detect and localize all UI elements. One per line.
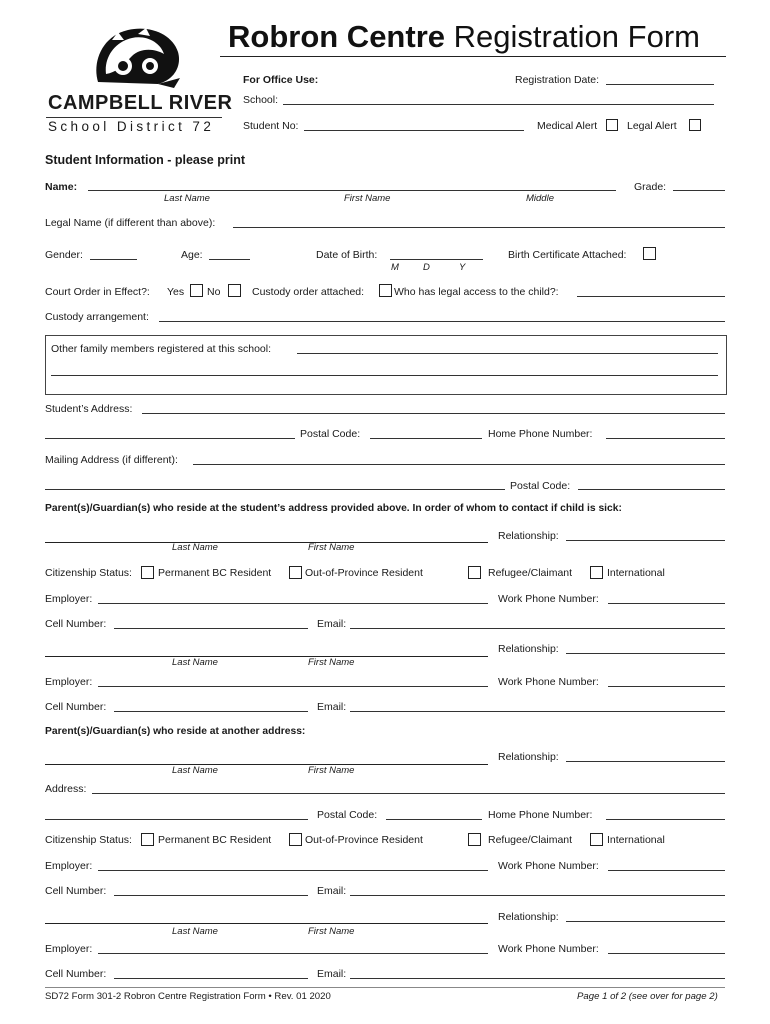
g3-address-line2[interactable] <box>45 819 308 820</box>
g3-relationship-label: Relationship: <box>498 751 559 763</box>
g1-work-phone-line[interactable] <box>608 603 725 604</box>
other-family-label: Other family members registered at this school: <box>51 343 271 355</box>
g2-last-caption: Last Name <box>172 657 218 668</box>
g1-outprov-label: Out-of-Province Resident <box>305 567 423 579</box>
court-no-label: No <box>207 286 221 298</box>
g3-international-checkbox[interactable] <box>590 833 603 846</box>
custody-arrangement-line[interactable] <box>159 321 725 322</box>
footer-page: Page 1 of 2 (see over for page 2) <box>577 991 718 1002</box>
g3-email-label: Email: <box>317 885 347 897</box>
guardians-section2-title: Parent(s)/Guardian(s) who reside at another address: <box>45 726 306 737</box>
g1-refugee-label: Refugee/Claimant <box>488 567 573 579</box>
g3-employer-line[interactable] <box>98 870 488 871</box>
name-line[interactable] <box>88 190 616 191</box>
g3-home-phone-label: Home Phone Number: <box>488 809 593 821</box>
g4-work-phone-label: Work Phone Number: <box>498 943 599 955</box>
g1-work-phone-label: Work Phone Number: <box>498 593 599 605</box>
dob-d-caption: D <box>423 262 430 273</box>
mailing-line2[interactable] <box>45 489 505 490</box>
g1-outprov-checkbox[interactable] <box>289 566 302 579</box>
g3-address-label: Address: <box>45 783 87 795</box>
g2-email-line[interactable] <box>350 711 725 712</box>
gender-label: Gender: <box>45 249 83 261</box>
g2-first-caption: First Name <box>308 657 355 668</box>
g2-employer-line[interactable] <box>98 686 488 687</box>
footer-form-id: SD72 Form 301-2 Robron Centre Registration Form • Rev. 01 2020 <box>45 991 331 1002</box>
g1-employer-label: Employer: <box>45 593 93 605</box>
g4-relationship-label: Relationship: <box>498 911 559 923</box>
medical-alert-checkbox[interactable] <box>606 119 618 131</box>
mailing-line[interactable] <box>193 464 725 465</box>
g1-international-checkbox[interactable] <box>590 566 603 579</box>
g4-last-caption: Last Name <box>172 926 218 937</box>
g3-refugee-checkbox[interactable] <box>468 833 481 846</box>
gender-line[interactable] <box>90 259 137 260</box>
mailing-label: Mailing Address (if different): <box>45 454 178 466</box>
court-order-label: Court Order in Effect?: <box>45 286 150 298</box>
registration-date-label: Registration Date: <box>515 74 600 86</box>
mailing-postal-line[interactable] <box>578 489 725 490</box>
g2-name-line[interactable] <box>45 656 488 657</box>
g3-cell-label: Cell Number: <box>45 885 107 897</box>
registration-date-line[interactable] <box>606 84 714 85</box>
g1-name-line[interactable] <box>45 542 488 543</box>
guardians-section1-title: Parent(s)/Guardian(s) who reside at the student’s address provided above. In order of whom to contact if child is sick: <box>45 503 622 514</box>
name-first-caption: First Name <box>344 193 391 204</box>
g3-address-line[interactable] <box>92 793 725 794</box>
custody-attached-checkbox[interactable] <box>379 284 392 297</box>
g3-outprov-checkbox[interactable] <box>289 833 302 846</box>
school-label: School: <box>243 94 279 106</box>
g1-cell-line[interactable] <box>114 628 308 629</box>
legal-alert-label: Legal Alert <box>627 120 677 132</box>
g2-relationship-label: Relationship: <box>498 643 559 655</box>
age-line[interactable] <box>209 259 250 260</box>
g3-relationship-line[interactable] <box>566 761 725 762</box>
g1-citizenship-label: Citizenship Status: <box>45 567 132 579</box>
legal-name-line[interactable] <box>233 227 725 228</box>
dob-line[interactable] <box>390 259 483 260</box>
grade-line[interactable] <box>673 190 725 191</box>
g3-cell-line[interactable] <box>114 895 308 896</box>
legal-access-label: Who has legal access to the child?: <box>394 286 559 298</box>
court-yes-label: Yes <box>167 286 185 298</box>
g1-cell-label: Cell Number: <box>45 618 107 630</box>
dob-m-caption: M <box>391 262 399 273</box>
logo-line2: School District 72 <box>48 119 215 134</box>
other-family-line1[interactable] <box>297 353 718 354</box>
student-address-line2[interactable] <box>45 438 295 439</box>
g3-postal-label: Postal Code: <box>317 809 378 821</box>
g4-cell-line[interactable] <box>114 978 308 979</box>
court-yes-checkbox[interactable] <box>190 284 203 297</box>
medical-alert-label: Medical Alert <box>537 120 598 132</box>
title-underline <box>220 56 726 57</box>
age-label: Age: <box>181 249 203 261</box>
g3-permanent-checkbox[interactable] <box>141 833 154 846</box>
g3-first-caption: First Name <box>308 765 355 776</box>
g1-international-label: International <box>607 567 665 579</box>
student-section-title: Student Information - please print <box>45 153 246 167</box>
student-no-line[interactable] <box>304 130 524 131</box>
g4-relationship-line[interactable] <box>566 921 725 922</box>
legal-alert-checkbox[interactable] <box>689 119 701 131</box>
school-district-logo <box>88 22 188 90</box>
student-postal-line[interactable] <box>370 438 482 439</box>
g3-work-phone-label: Work Phone Number: <box>498 860 599 872</box>
g2-employer-label: Employer: <box>45 676 93 688</box>
g4-work-phone-line[interactable] <box>608 953 725 954</box>
logo-divider <box>46 117 222 118</box>
court-no-checkbox[interactable] <box>228 284 241 297</box>
g3-name-line[interactable] <box>45 764 488 765</box>
g2-relationship-line[interactable] <box>566 653 725 654</box>
g3-last-caption: Last Name <box>172 765 218 776</box>
custody-arrangement-label: Custody arrangement: <box>45 311 149 323</box>
student-address-line[interactable] <box>142 413 725 414</box>
grade-label: Grade: <box>634 181 667 193</box>
g3-citizenship-label: Citizenship Status: <box>45 834 132 846</box>
custody-attached-label: Custody order attached: <box>252 286 365 298</box>
g1-last-caption: Last Name <box>172 542 218 553</box>
g1-permanent-label: Permanent BC Resident <box>158 567 272 579</box>
g4-employer-label: Employer: <box>45 943 93 955</box>
page-title <box>228 18 700 56</box>
dob-label: Date of Birth: <box>316 249 378 261</box>
g3-home-phone-line[interactable] <box>606 819 725 820</box>
g4-email-label: Email: <box>317 968 347 980</box>
title-bold: Robron Centre <box>228 19 445 54</box>
g4-name-line[interactable] <box>45 923 488 924</box>
other-family-line2[interactable] <box>51 375 718 376</box>
g4-email-line[interactable] <box>350 978 725 979</box>
g3-outprov-label: Out-of-Province Resident <box>305 834 423 846</box>
title-rest: Registration Form <box>453 19 700 54</box>
student-home-phone-line[interactable] <box>606 438 725 439</box>
g3-postal-line[interactable] <box>386 819 482 820</box>
student-postal-label: Postal Code: <box>300 428 361 440</box>
g2-work-phone-line[interactable] <box>608 686 725 687</box>
g4-first-caption: First Name <box>308 926 355 937</box>
g3-international-label: International <box>607 834 665 846</box>
name-label: Name: <box>45 181 78 193</box>
g1-relationship-line[interactable] <box>566 540 725 541</box>
school-line[interactable] <box>283 104 714 105</box>
mailing-postal-label: Postal Code: <box>510 480 571 492</box>
g4-employer-line[interactable] <box>98 953 488 954</box>
legal-name-label: Legal Name (if different than above): <box>45 217 216 229</box>
dob-y-caption: Y <box>459 262 466 273</box>
g2-cell-label: Cell Number: <box>45 701 107 713</box>
g3-refugee-label: Refugee/Claimant <box>488 834 573 846</box>
g1-relationship-label: Relationship: <box>498 530 559 542</box>
birth-cert-checkbox[interactable] <box>643 247 656 260</box>
g2-work-phone-label: Work Phone Number: <box>498 676 599 688</box>
g1-first-caption: First Name <box>308 542 355 553</box>
office-use-label: For Office Use: <box>243 74 319 86</box>
g1-employer-line[interactable] <box>98 603 488 604</box>
g1-refugee-checkbox[interactable] <box>468 566 481 579</box>
g1-email-line[interactable] <box>350 628 725 629</box>
birth-cert-label: Birth Certificate Attached: <box>508 249 627 261</box>
g3-work-phone-line[interactable] <box>608 870 725 871</box>
g3-employer-label: Employer: <box>45 860 93 872</box>
name-middle-caption: Middle <box>526 193 554 204</box>
g2-cell-line[interactable] <box>114 711 308 712</box>
footer-divider <box>45 987 725 988</box>
legal-access-line[interactable] <box>577 296 725 297</box>
student-no-label: Student No: <box>243 120 299 132</box>
g1-email-label: Email: <box>317 618 347 630</box>
g4-cell-label: Cell Number: <box>45 968 107 980</box>
student-home-phone-label: Home Phone Number: <box>488 428 593 440</box>
student-address-label: Student’s Address: <box>45 403 133 415</box>
name-last-caption: Last Name <box>164 193 210 204</box>
g2-email-label: Email: <box>317 701 347 713</box>
g1-permanent-checkbox[interactable] <box>141 566 154 579</box>
g3-permanent-label: Permanent BC Resident <box>158 834 272 846</box>
logo-line1: CAMPBELL RIVER <box>48 92 233 114</box>
g3-email-line[interactable] <box>350 895 725 896</box>
